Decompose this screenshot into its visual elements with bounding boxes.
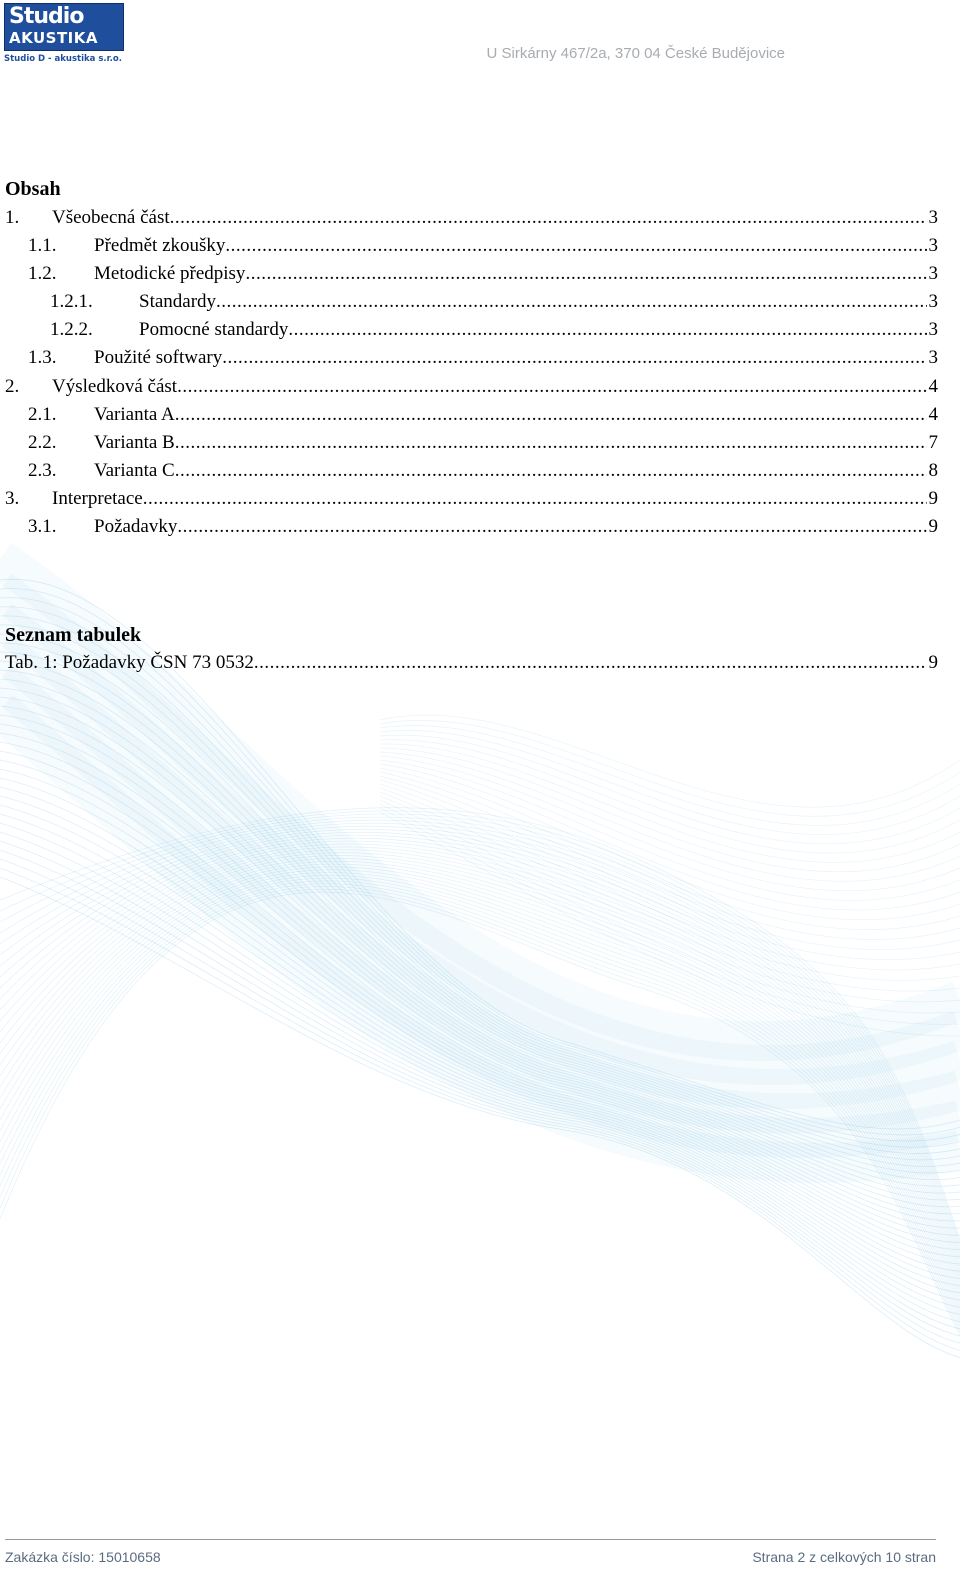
logo-word-top: Studio [9,4,84,29]
list-of-tables [5,621,938,677]
toc-entry-number: 1.2.2. [50,319,93,341]
toc-entry-page: 3 [928,347,938,369]
footer-divider [5,1539,936,1540]
toc-leader-dots [170,204,927,232]
toc-entry-page: 3 [928,263,938,285]
toc-entry-number: 1.1. [28,235,57,257]
toc-entry-title: Všeobecná část [52,207,170,228]
toc-leader-dots [254,649,927,677]
company-logo [4,3,124,65]
toc-entry-page: 3 [928,207,938,228]
toc-entry-title: Standardy [139,291,217,313]
toc-entry-title: Varianta A [94,403,175,425]
logo-word-bottom: AKUSTIKA [9,29,98,47]
toc-leader-dots [225,232,926,260]
toc-entry-title: Varianta B [94,431,175,453]
footer-order-number: Zakázka číslo: 15010658 [5,1549,161,1565]
toc-leader-dots [175,457,927,485]
toc-entry-number: 2.2. [28,431,57,453]
toc-entry[interactable] [5,260,938,288]
toc-entry-title: Výsledková část [52,375,178,397]
toc-entry-number: 3.1. [28,516,57,538]
toc-entry[interactable] [5,485,938,513]
toc-entry[interactable] [5,401,938,429]
toc-entry-title: Varianta C [94,459,175,481]
table-of-contents [5,174,938,541]
toc-entry-page: 4 [928,375,938,397]
toc-entry[interactable] [5,513,938,541]
header-address: U Sirkárny 467/2a, 370 04 České Budějovice [486,45,785,62]
toc-leader-dots [245,260,926,288]
table-entry-page: 9 [928,652,938,673]
tables-heading: Seznam tabulek [5,624,142,646]
toc-entry-page: 3 [928,319,938,341]
toc-entry[interactable] [5,288,938,316]
toc-entry-page: 7 [928,431,938,453]
toc-entry[interactable] [5,429,938,457]
toc-entry-title: Pomocné standardy [139,319,289,341]
toc-entry-number: 3. [5,487,20,509]
toc-entry-title: Požadavky [94,516,178,538]
logo-caption: Studio D - akustika s.r.o. [4,54,122,64]
toc-entry-title: Předmět zkoušky [94,235,226,257]
toc-entry-page: 4 [928,403,938,425]
toc-leader-dots [216,288,926,316]
toc-entry-page: 9 [928,487,938,509]
table-list-entry[interactable] [5,649,938,677]
wave-line [380,720,960,816]
toc-entry-title: Interpretace [52,487,143,509]
toc-entry-page: 3 [928,235,938,257]
toc-leader-dots [288,316,926,344]
toc-entry-number: 1.2.1. [50,291,93,313]
toc-entry-number: 2. [5,375,20,397]
table-entry-title: Tab. 1: Požadavky ČSN 73 0532 [5,652,254,673]
logo-mark [4,3,124,51]
toc-heading: Obsah [5,178,61,200]
footer-page-count: Strana 2 z celkových 10 stran [752,1549,936,1565]
toc-leader-dots [177,513,926,541]
toc-leader-dots [143,485,927,513]
toc-entry[interactable] [5,204,938,232]
toc-entry[interactable] [5,232,938,260]
toc-leader-dots [177,373,926,401]
toc-leader-dots [175,401,927,429]
toc-entry-number: 2.1. [28,403,57,425]
wave-line [380,735,960,844]
toc-entry-number: 1. [5,207,20,228]
toc-leader-dots [222,344,926,372]
toc-entry-page: 3 [928,291,938,313]
toc-entry-page: 8 [928,459,938,481]
toc-entry-page: 9 [928,516,938,538]
wave-line [380,730,960,834]
toc-entry[interactable] [5,373,938,401]
toc-entry[interactable] [5,457,938,485]
toc-entry-number: 1.3. [28,347,57,369]
toc-entry-title: Použité softwary [94,347,223,369]
toc-entry-number: 2.3. [28,459,57,481]
toc-entry-title: Metodické předpisy [94,263,246,285]
toc-entry[interactable] [5,344,938,372]
toc-leader-dots [175,429,927,457]
toc-entry[interactable] [5,316,938,344]
toc-entry-number: 1.2. [28,263,57,285]
